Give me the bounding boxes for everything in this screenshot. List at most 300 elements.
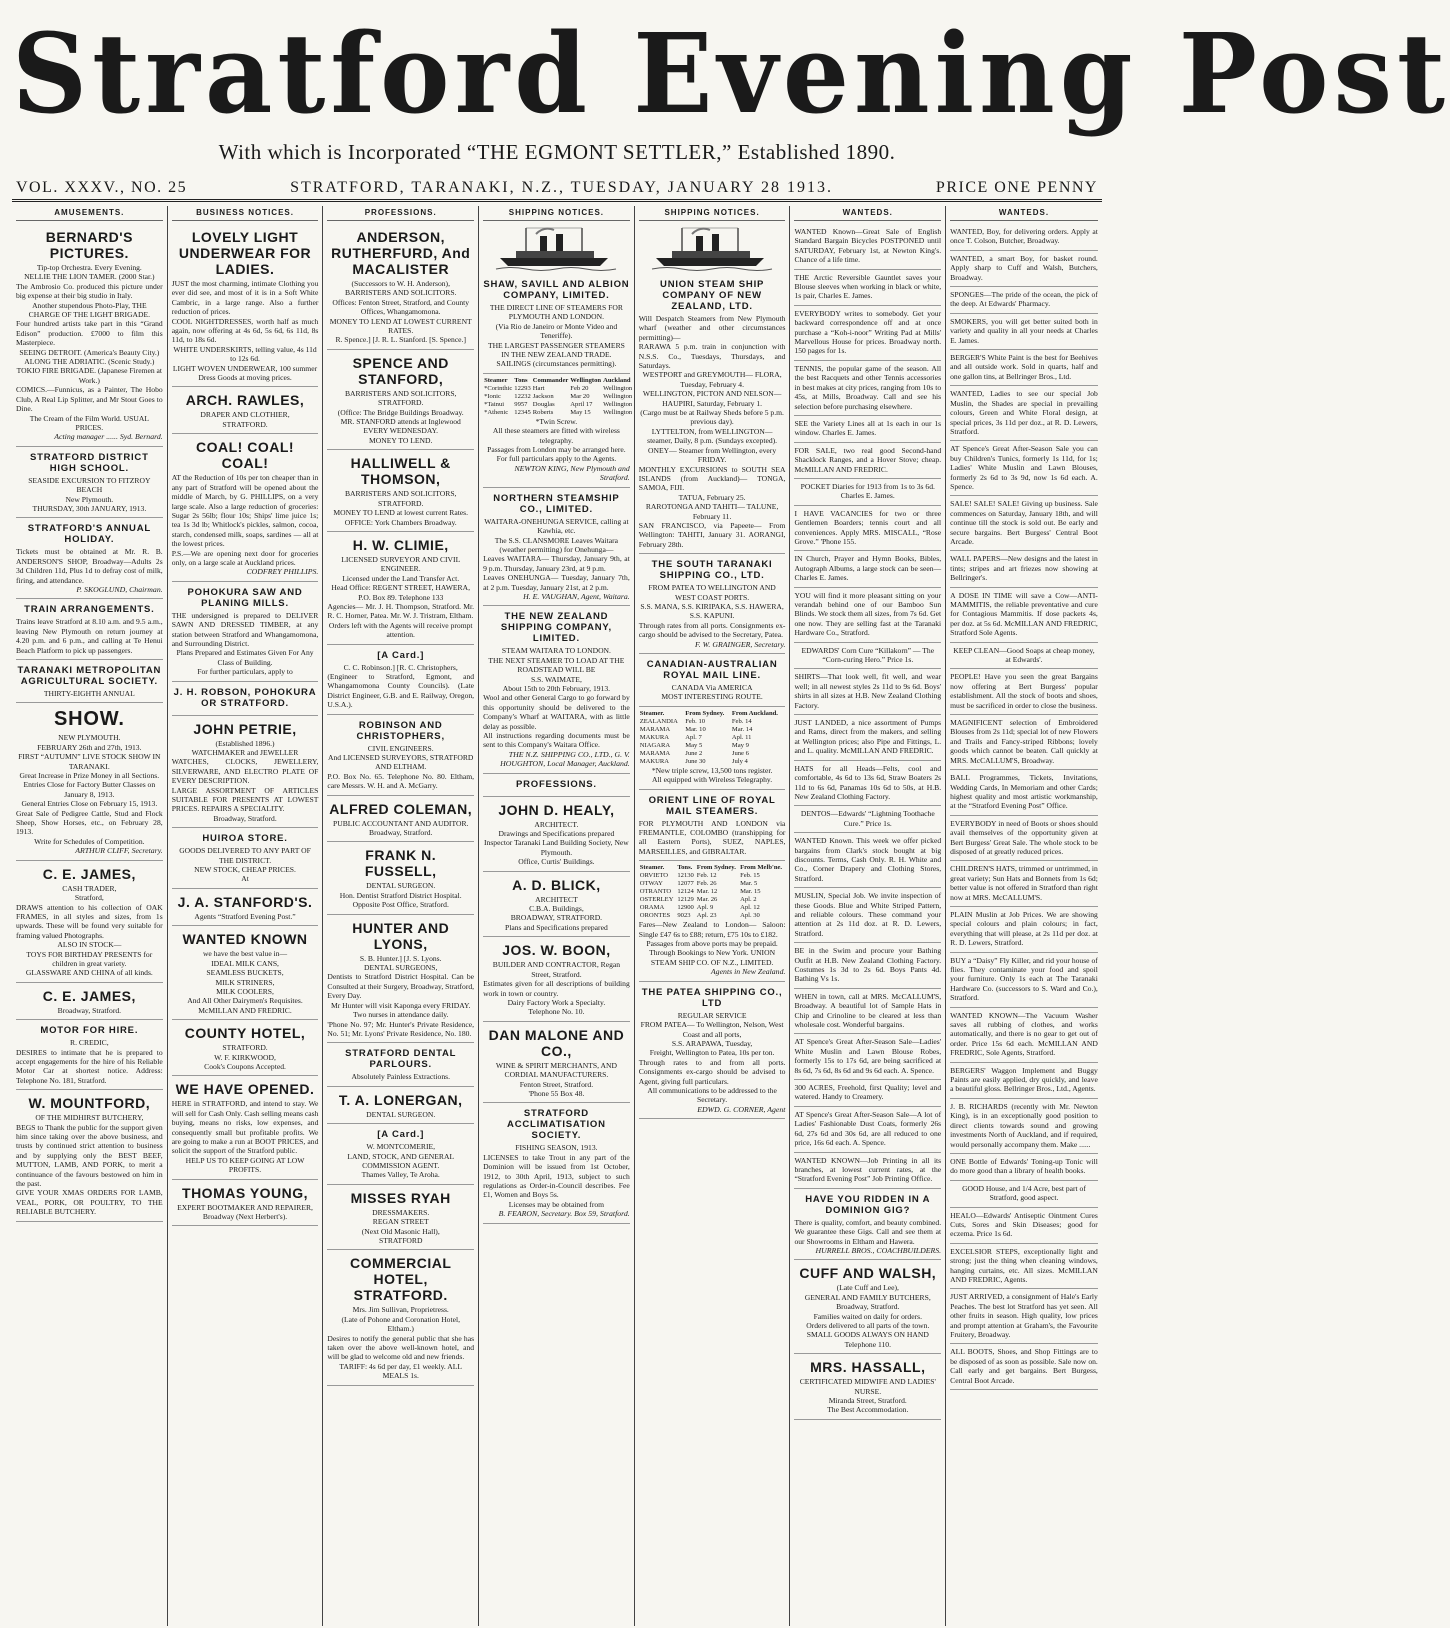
ad-text-line: MR. STANFORD attends at Inglewood EVERY WEDNESDAY. xyxy=(340,417,461,436)
ad-signature: THE N.Z. SHIPPING CO., LTD., G. V. HOUGHTON, Local Manager, Auckland. xyxy=(500,749,630,769)
advertisement xyxy=(794,306,941,361)
ad-text-line: Two nurses in attendance daily. xyxy=(353,1010,449,1020)
ad-text-line: Inspector Taranaki Land Building Society, New Plymouth. xyxy=(484,838,629,857)
table-cell: Apl. 23 xyxy=(696,912,717,920)
table-cell: Roberts xyxy=(532,408,554,416)
advertisement xyxy=(172,582,319,682)
column-3 xyxy=(323,206,479,1626)
ad-text-line: Mrs. Jim Sullivan, Proprietress. xyxy=(352,1305,449,1315)
table-row xyxy=(483,409,633,417)
ad-text-line: Desires to notify the general public that she has taken over the above well-known hotel, and will be glad to welcome old and new friends. xyxy=(327,1333,475,1362)
ad-text-line: C.B.A. Buildings, xyxy=(529,904,584,914)
ad-title: PROFESSIONS. xyxy=(515,778,597,790)
ad-text-line: S.S. MANA, S.S. KIRIPAKA, S.S. HAWERA, S.S. KAPUNI. xyxy=(640,601,784,621)
ad-text-line: MONEY TO LEND. xyxy=(369,435,433,445)
advertisement xyxy=(950,386,1098,441)
ad-text-line: BARRISTERS AND SOLICITORS. xyxy=(344,288,457,298)
ad-text-line: TATUA, February 25. xyxy=(678,492,746,502)
table-row xyxy=(639,896,786,904)
advertisement xyxy=(794,1034,941,1080)
masthead-subtitle: With which is Incorporated “THE EGMONT SETTLER,” Established 1890. xyxy=(218,140,896,164)
advertisement xyxy=(950,643,1098,670)
ad-text-line: DRAPER AND CLOTHIER, xyxy=(200,410,290,420)
ad-title: ALFRED COLEMAN, xyxy=(329,800,473,817)
table-cell: Apl. 2 xyxy=(740,896,757,904)
ad-text-line: P.O. Box No. 65. Telephone No. 80. Eltham, care Messrs. W. H. and A. McGarry. xyxy=(327,771,475,791)
advertisement xyxy=(950,551,1098,587)
ad-text-line: The Best Accommodation. xyxy=(827,1405,909,1415)
ad-text-line: Broadway, Stratford. xyxy=(213,813,277,823)
ad-title: LOVELY LIGHT UNDERWEAR FOR LADIES. xyxy=(178,229,312,277)
ad-text-line: THIRTY-EIGHTH ANNUAL xyxy=(43,689,135,698)
ad-text-line: HERE in STRATFORD, and intend to stay. We will sell for Cash Only. Cash selling means cash buying, means no risks, low expenses, and consequently small but profitable profits. We are going to make a run at BOOT PRICES, and solicit the support of the Stratford public. xyxy=(171,1099,319,1156)
table-cell: Feb. 26 xyxy=(696,880,717,888)
advertisement xyxy=(172,224,319,387)
ad-text-line: Estimates given for all descriptions of building work in town or country. xyxy=(483,979,630,998)
ad-title: [A Card.] xyxy=(377,649,425,661)
ad-text-line: LICENSES to take Trout in any part of the Dominion will be issued from 1st October, 1912, to 30th April, 1913, subject to such regulations as Order-in-Council describes. Fee £1, Women and Boys 5s. xyxy=(483,1152,630,1200)
ad-text-line: CORDIAL MANUFACTURERS. xyxy=(504,1070,609,1080)
ad-text-line: WANTED, Ladies to see our special Job Muslin, the Shades are special in prevailing colours, Green and White Floral design, at special prices, 3s 11d per doz., at R. D. Lewers, Stratford. xyxy=(950,389,1098,436)
ad-text-line: Broadway, Stratford. xyxy=(836,1302,900,1312)
advertisement xyxy=(327,645,474,715)
ad-text-line: R. CREDIC, xyxy=(70,1038,109,1048)
ad-text-line: DRESSMAKERS. xyxy=(372,1207,430,1217)
advertisement xyxy=(794,588,941,643)
table-cell: Wellington xyxy=(603,392,633,400)
advertisement xyxy=(327,450,474,532)
ad-text-line: Four hundred artists take part in this “Grand Edison” production. £7000 to film this Masterpiece. xyxy=(16,319,163,348)
ad-title: COMMERCIAL HOTEL, STRATFORD. xyxy=(350,1255,452,1304)
ad-text-line: (Successors to W. H. Anderson), xyxy=(351,279,450,288)
ad-title: FRANK N. FUSSELL, xyxy=(364,847,437,880)
advertisement xyxy=(950,861,1098,907)
masthead-title: Stratford Evening Post xyxy=(12,8,1450,139)
ad-text-line: BEGS to Thank the public for the support given him since taking over the above business, and trusts by continued strict attention to business and by supplying only the BEST BEEF, MUTTON, LAMB, AND PORK, to merit a continuance of the favours bestowed on him in the past. xyxy=(16,1122,163,1189)
ad-text-line: (Via Rio de Janeiro or Monte Video and Teneriffe). xyxy=(495,321,618,341)
ad-text-line: 300 ACRES, Freehold, first Quality; level and watered. Handy to Creamery. xyxy=(794,1083,942,1102)
ad-title: BERNARD'S PICTURES. xyxy=(45,229,133,261)
ad-text-line: REGULAR SERVICE xyxy=(677,1010,747,1020)
advertisement xyxy=(950,287,1098,314)
advertisement xyxy=(950,1344,1098,1390)
ad-text-line: Tickets must be obtained at Mr. R. B. ANDERSON'S SHOP, Broadway—Adults 2s 3d Children 11d, Plus 1d to defray cost of milk, firing, and attendance. xyxy=(16,547,163,585)
advertisement xyxy=(327,796,474,843)
ad-text-line: And All Other Dairymen's Requisites. xyxy=(187,996,303,1006)
ad-text-line: S.S. ARAPAWA, Tuesday, xyxy=(671,1038,753,1048)
ad-signature: EDWD. G. CORNER, Agent xyxy=(697,1104,786,1114)
columns-container xyxy=(12,206,1102,1626)
ad-text-line: Broadway (Next Herbert's). xyxy=(202,1212,288,1221)
ad-text-line: COMICS.—Funnicus, as a Painter, The Hobo Club, A Real Lip Splitter, and Mr Stout Goes to Dine. xyxy=(16,385,163,414)
ad-text-line: Through rates from all ports. Consignments ex-cargo should be advised to the Secretary, Patea. xyxy=(638,620,786,640)
ad-text-line: CANADA Via AMERICA xyxy=(671,683,753,692)
ad-text-line: MUSLIN, Special Job. We invite inspection of these Goods. Blue and White Striped Pattern, and reliable colours. These command your attention at 2s 11d doz. at R. D. Lewers, Stratford. xyxy=(794,891,942,938)
advertisement xyxy=(794,1080,941,1107)
ad-text-line: Write for Schedules of Competition. xyxy=(34,836,145,846)
ad-title: T. A. LONERGAN, xyxy=(338,1091,463,1108)
ad-title: WE HAVE OPENED. xyxy=(175,1081,315,1098)
table-row xyxy=(483,385,633,393)
advertisement xyxy=(172,926,319,1020)
table-cell: 12077 xyxy=(677,880,694,888)
ad-title: WANTED KNOWN xyxy=(182,931,308,948)
ad-text-line: BROADWAY, STRATFORD. xyxy=(510,913,603,923)
ad-text-line: TOKIO FIRE BRIGADE. (Japanese Firemen at Work.) xyxy=(16,366,163,385)
advertisement xyxy=(16,861,163,983)
table-cell: Mar. 5 xyxy=(740,880,758,888)
table-header: Tons xyxy=(514,376,528,384)
ad-text-line: JUST LANDED, a nice assortment of Pumps and Rams, direct from the makers, and selling at Wellington prices; also Pipe and Fittings, L. and L. quality. McMILLAN AND FREDRIC. xyxy=(794,718,942,756)
advertisement xyxy=(950,953,1098,1008)
table-row xyxy=(639,734,786,742)
ad-text-line: KEEP CLEAN—Good Soaps at cheap money, at Edwards'. xyxy=(953,645,1095,665)
column-heading: WANTEDS. xyxy=(950,206,1098,221)
ad-text-line: The Cream of the Film World. USUAL PRICES. xyxy=(29,413,149,432)
table-cell: May 9 xyxy=(731,741,749,749)
place-date: STRATFORD, TARANAKI, N.Z., TUESDAY, JANUARY 28 1913. xyxy=(290,179,833,196)
advertisement xyxy=(483,1103,630,1223)
table-cell: Wellington xyxy=(603,408,633,416)
ad-text-line: Thames Valley, Te Aroha. xyxy=(361,1170,440,1180)
ad-text-line: Dentists to Stratford District Hospital. Can be Consulted at their Surgery, Broadway, Stratford, Every Day. xyxy=(327,972,475,1001)
advertisement xyxy=(16,1090,163,1221)
ad-title: CUFF AND WALSH, xyxy=(799,1265,937,1282)
ad-text-line: W. F. KIRKWOOD, xyxy=(214,1052,276,1062)
table-cell: Wellington xyxy=(603,400,633,408)
ad-text-line: BARRISTERS AND SOLICITORS, STRATFORD. xyxy=(344,388,457,408)
advertisement xyxy=(639,861,786,981)
ad-text-line: FOR SALE, two real good Second-hand Shacklock Ranges, and a Hover Stove; cheap. McMILLAN AND FREDRIC. xyxy=(794,445,942,474)
table-header-row xyxy=(483,377,633,385)
ad-text-line: Fenton Street, Stratford. xyxy=(519,1079,594,1089)
ad-text-line: S.S. WAIMATE, xyxy=(530,674,582,684)
ad-text-line: BUY a “Daisy” Fly Killer, and rid your house of flies. They contaminate your food and spoil your furniture. Only 1s each at The Taranaki Hardware Co. (successors to S. Ward and Co.), Stratford. xyxy=(950,955,1098,1003)
ad-text-line: Telephone No. 10. xyxy=(528,1007,585,1017)
ad-text-line: EVERYBODY in need of Boots or shoes should avail themselves of the opportunity given at Bert Burgess' Great Sale. The whole stock to be disposed of at greatly reduced prices. xyxy=(950,818,1098,856)
sailings-table xyxy=(639,710,786,766)
advertisement xyxy=(950,350,1098,386)
advertisement xyxy=(16,1020,163,1090)
ad-text-line: SALE! SALE! SALE! Giving up business. Sale commences on Saturday, January 18th, and will continue till the stock is sold out. Be early and secure bargains. Bert Burgess' Central Boot Arcade. xyxy=(950,499,1098,546)
ad-signature: F. W. GRAINGER, Secretary. xyxy=(694,639,786,649)
table-cell: Feb. 14 xyxy=(731,717,752,725)
table-cell: MARAMA xyxy=(639,725,671,733)
ad-text-line: (Established 1896.) xyxy=(215,738,275,748)
ad-text-line: OF THE MIDHIRST BUTCHERY, xyxy=(35,1113,144,1123)
table-cell: Feb. 12 xyxy=(696,872,717,880)
ad-text-line: BALL Programmes, Tickets, Invitations, Wedding Cards, In Memoriam and other Cards; highest quality and most artistic workmanship, at the “Stratford Evening Post” Office. xyxy=(950,773,1098,811)
ad-text-line: ONE Bottle of Edwards' Toning-up Tonic will do more good than a library of health books. xyxy=(950,1156,1098,1176)
ad-text-line: we have the best value in— xyxy=(202,949,288,959)
ad-text-line: The S.S. CLANSMORE Leaves Waitara (weather permitting) for Onehunga— xyxy=(494,535,619,554)
ad-text-line: MOST INTERESTING ROUTE. xyxy=(661,692,763,702)
ad-title: HUIROA STORE. xyxy=(202,833,288,845)
ad-text-line: Tip-top Orchestra. Every Evening. xyxy=(36,263,142,272)
ad-text-line: Agents “Stratford Evening Post.” xyxy=(194,911,296,921)
column-4 xyxy=(479,206,635,1626)
advertisement xyxy=(950,1181,1098,1208)
column-5 xyxy=(635,206,791,1626)
advertisement xyxy=(172,716,319,829)
column-heading: SHIPPING NOTICES. xyxy=(639,206,786,221)
ad-text-line: CERTIFICATED MIDWIFE AND LADIES' NURSE. xyxy=(799,1377,936,1396)
advertisement xyxy=(172,889,319,926)
ad-text-line: (Late of Pohone and Coronation Hotel, Eltham.) xyxy=(341,1314,460,1334)
ad-title: JOHN PETRIE, xyxy=(193,720,297,737)
table-cell: Douglas xyxy=(532,400,555,408)
ad-text-line: For full particulars apply to the Agents. xyxy=(496,454,617,464)
steamship-illustration xyxy=(496,224,616,272)
ad-text-line: FIRST “AUTUMN” LIVE STOCK SHOW IN TARANAKI. xyxy=(18,752,161,771)
advertisement xyxy=(327,842,474,914)
ad-signature: ARTHUR CLIFF, Secretary. xyxy=(75,846,163,856)
ad-text-line: R. Spence.] [J. R. L. Stanford. [S. Spence.] xyxy=(335,335,466,345)
ad-text-line: Offices: Fenton Street, Stratford, and County Offices, Whangamomona. xyxy=(332,297,470,317)
advertisement xyxy=(794,989,941,1035)
advertisement xyxy=(483,606,630,773)
ad-text-line: MAGNIFICENT selection of Embroidered Blouses from 2s 11d; special lot of new Flowers and Trails and Fancy-striped Ribbons; lovely goods which cannot be beaten. Call quickly at MRS. McCALLUM'S, Broadway. xyxy=(950,718,1098,765)
advertisement xyxy=(950,224,1098,251)
ad-text-line: IDEAL MILK CANS, xyxy=(211,958,279,968)
ad-text-line: Families waited on daily for orders. xyxy=(813,1311,922,1321)
ad-text-line: GENERAL AND FAMILY BUTCHERS, xyxy=(804,1292,931,1302)
ad-title: J. H. ROBSON, POHOKURA OR STRATFORD. xyxy=(173,686,317,709)
ad-text-line: Orders left with the Agents will receive prompt attention. xyxy=(328,620,473,640)
advertisement xyxy=(794,1260,941,1354)
ad-text-line: WATCHES, CLOCKS, JEWELLERY, SILVERWARE, AND ELECTRO PLATE OF EVERY DESCRIPTION. xyxy=(171,757,319,786)
table-cell: June 30 xyxy=(685,757,706,765)
table-row xyxy=(639,904,786,912)
advertisement xyxy=(327,224,474,350)
table-cell: *Tainui xyxy=(484,400,505,408)
ad-text-line: GOOD House, and 1/4 Acre, best part of Stratford, good aspect. xyxy=(962,1183,1086,1203)
ad-text-line: THE LARGEST PASSENGER STEAMERS IN THE NEW ZEALAND TRADE. xyxy=(487,340,625,360)
ad-text-line: New Plymouth. xyxy=(65,494,114,504)
ad-title: COAL! COAL! COAL! xyxy=(196,439,295,472)
ad-text-line: LICENSED SURVEYOR AND CIVIL ENGINEER. xyxy=(341,554,461,574)
ad-text-line: RAROTONGA AND TAHITI— TALUNE, February 11. xyxy=(645,502,779,521)
advertisement xyxy=(16,599,163,660)
ad-signature: P. SKOGLUND, Chairman. xyxy=(76,584,163,594)
advertisement xyxy=(950,1154,1098,1181)
ad-text-line: All these steamers are fitted with wireless telegraphy. xyxy=(492,426,620,445)
ad-text-line: Office, Curtis' Buildings. xyxy=(518,857,595,867)
masthead xyxy=(12,8,1450,165)
ad-text-line: 'Phone No. 97; Mr. Hunter's Private Residence, No. 51; Mr. Lyons' Private Residence, No. 180. xyxy=(327,1019,475,1038)
ad-title: DAN MALONE AND CO., xyxy=(488,1026,625,1059)
ad-text-line: A DOSE IN TIME will save a Cow—ANTI-MAMMITIS, the reliable preventative and cure for Contagious Mammitis. If dose packets 4s, per doz. at 5s 6d. McMILLAN AND FREDRIC, Stratford Sole Agents. xyxy=(950,590,1098,638)
ad-text-line: SMOKERS, you will get better suited both in variety and quality in all your needs at Charles E. James. xyxy=(950,316,1098,345)
table-row xyxy=(639,912,786,920)
ad-text-line: Broadway, Stratford. xyxy=(369,828,433,838)
ad-text-line: *Twin Screw. xyxy=(535,416,578,426)
ad-title: HAVE YOU RIDDEN IN A DOMINION GIG? xyxy=(805,1193,931,1216)
table-header-row xyxy=(639,710,786,718)
table-cell: Apl. 12 xyxy=(740,904,760,912)
table-cell: Hart xyxy=(532,384,545,392)
table-row xyxy=(639,742,786,750)
ad-text-line: MONEY TO LEND AT LOWEST CURRENT RATES. xyxy=(329,316,472,336)
advertisement xyxy=(327,715,474,796)
ad-text-line: Passages from London may be arranged here. xyxy=(487,445,626,455)
ad-text-line: NELLIE THE LION TAMER. (2000 Star.) xyxy=(24,272,155,282)
advertisement xyxy=(794,888,941,943)
table-cell: Mar 20 xyxy=(570,392,590,400)
advertisement xyxy=(794,224,941,270)
ad-text-line: YOU will find it more pleasant sitting on your verandah behind one of our Bamboo Sun Blinds. We stock them all sizes, from 7s 6d. Get one now. They are selling fast at the Taranaki Hardware Co., Stratford. xyxy=(794,590,942,638)
ad-text-line: TARIFF: 4s 6d per day, £1 weekly. ALL MEALS 1s. xyxy=(339,1361,463,1381)
ad-title: TARANAKI METROPOLITAN AGRICULTURAL SOCIETY. xyxy=(17,665,162,687)
column-heading: SHIPPING NOTICES. xyxy=(483,206,630,221)
ad-title: POHOKURA SAW AND PLANING MILLS. xyxy=(187,586,303,609)
ad-title: SHAW, SAVILL AND ALBION COMPANY, LIMITED. xyxy=(483,279,630,301)
advertisement xyxy=(794,806,941,833)
ad-text-line: 'Phone 55 Box 48. xyxy=(528,1088,585,1098)
advertisement xyxy=(950,588,1098,643)
price: PRICE ONE PENNY xyxy=(935,179,1098,196)
table-cell: July 4 xyxy=(731,757,748,765)
advertisement xyxy=(950,1289,1098,1344)
ad-text-line: COOL NIGHTDRESSES, worth half as much again, now offering at 4s 6d, 5s 6d, 6s 11d, 8s 11d, to 18s 6d. xyxy=(171,316,319,345)
advertisement xyxy=(16,518,163,599)
ad-title: A. D. BLICK, xyxy=(512,876,601,893)
ad-text-line: (Cargo must be at Railway Sheds before 5 p.m. previous day). xyxy=(640,408,784,427)
column-heading: BUSINESS NOTICES. xyxy=(172,206,319,221)
ad-text-line: Through rates to and from all ports. Consignments ex-cargo should be advised to Agent, giving full particulars. xyxy=(638,1057,786,1086)
table-row xyxy=(639,750,786,758)
ad-text-line: Broadway, Stratford. xyxy=(57,1005,122,1015)
table-cell: Apl. 9 xyxy=(696,904,714,912)
ad-text-line: REGAN STREET xyxy=(372,1217,429,1227)
ad-text-line: NEW PLYMOUTH. xyxy=(58,733,121,743)
advertisement xyxy=(950,669,1098,715)
advertisement xyxy=(172,828,319,889)
ad-title: J. A. STANFORD'S. xyxy=(177,893,313,910)
ad-text-line: SAILINGS (circumstances permitting). xyxy=(496,359,617,369)
ad-text-line: ALONG THE ADRIATIC. (Scenic Study.) xyxy=(24,357,155,367)
ad-text-line: Will Despatch Steamers from New Plymouth wharf (weather and other circumstances permitting)— xyxy=(638,314,786,342)
table-cell: MARAMA xyxy=(639,749,671,757)
ad-text-line: HEALO—Edwards' Antiseptic Ointment Cures Cuts, Sores and Skin Diseases; good for eczema. Price 1s 6d. xyxy=(950,1210,1098,1239)
ad-text-line: STEAM WAITARA TO LONDON. xyxy=(501,646,611,656)
ad-text-line: DENTAL SURGEONS, xyxy=(364,963,438,973)
ad-text-line: SEEING DETROIT. (America's Beauty City.) xyxy=(19,347,160,357)
ad-text-line: About 15th to 20th February, 1913. xyxy=(502,683,611,693)
ad-title: UNION STEAM SHIP COMPANY OF NEW ZEALAND, LTD. xyxy=(660,279,765,312)
ad-title: MISSES RYAH xyxy=(350,1189,451,1206)
table-cell: NIAGARA xyxy=(639,741,671,749)
ad-signature: Agents in New Zealand. xyxy=(710,967,786,977)
ad-text-line: DESIRES to intimate that he is prepared to accept engagements for the hire of his Reliable Motor Car at shortest notice. Address: Telephone No. 181, Stratford. xyxy=(16,1047,163,1085)
ad-text-line: Telephone 110. xyxy=(844,1339,891,1349)
advertisement xyxy=(950,1099,1098,1154)
ad-title: C. E. JAMES, xyxy=(42,865,136,882)
ad-text-line: Orders delivered to all parts of the town. xyxy=(806,1320,930,1330)
ad-text-line: HATS for all Heads—Felts, cool and comfortable, 4s 6d to 13s 6d, Straw Boaters 2s 11d to 6s 6d, Panamas 10s 6d to 50s, at H.B. New Zealand Clothing Factory. xyxy=(794,763,942,801)
ad-text-line: THE Arctic Reversible Gauntlet saves your Blouse sleeves when working in black or white, 1s pair, Charles E. James. xyxy=(794,272,942,301)
advertisement xyxy=(327,1124,474,1185)
table-header: From Auckland. xyxy=(731,709,778,717)
ad-text-line: SPONGES—The pride of the ocean, the pick of the deep. At Edwards' Pharmacy. xyxy=(950,290,1098,309)
ad-title: JOHN D. HEALY, xyxy=(498,801,615,818)
ad-text-line: Another stupendous Photo-Play, THE CHARGE OF THE LIGHT BRIGADE. xyxy=(28,300,151,320)
ad-text-line: GOODS DELIVERED TO ANY PART OF THE DISTRICT. xyxy=(179,846,311,865)
ad-text-line: WANTED Known—Great Sale of English Standard Bargain Bicycles POSTPONED until SATURDAY, February 1st, at Newton King's. Chance of a life time. xyxy=(794,227,942,265)
ad-text-line: GIVE YOUR XMAS ORDERS FOR LAMB, VEAL, PORK, OR POULTRY, TO THE RELIABLE BUTCHERY. xyxy=(16,1188,163,1217)
ad-text-line: SEE the Variety Lines all at 1s each in our 1s window. Charles E. James. xyxy=(794,418,942,438)
ad-text-line: BARRISTERS AND SOLICITORS, STRATFORD. xyxy=(344,489,457,508)
advertisement xyxy=(950,496,1098,551)
ad-text-line: Great Increase in Prize Money in all Sections. xyxy=(19,771,160,781)
ad-text-line: STRATFORD xyxy=(378,1235,423,1245)
table-cell: 9957 xyxy=(514,400,528,408)
advertisement xyxy=(327,1043,474,1086)
advertisement xyxy=(483,1022,630,1104)
table-cell: April 17 xyxy=(570,400,593,408)
table-cell: Mar. 15 xyxy=(740,888,761,896)
table-row xyxy=(639,872,786,880)
ad-text-line: PEOPLE! Have you seen the great Bargains now offering at Bert Burgess' popular establishment. All the stock of boots and shoes, must be sacrificed in order to close the business. xyxy=(950,672,1098,710)
ad-text-line: Drawings and Specifications prepared xyxy=(498,829,615,839)
advertisement xyxy=(794,551,941,587)
ad-text-line: (Office: The Bridge Buildings Broadway. xyxy=(337,407,464,417)
ad-text-line: SEAMLESS BUCKETS, xyxy=(206,968,284,978)
ad-text-line: JUST the most charming, intimate Clothing you ever did see, and most of it is in a Soft White Cambric, in a large range. Also a further reduction of prices. xyxy=(171,279,319,317)
ad-text-line: WELLINGTON, PICTON AND NELSON— HAUPIRI, Saturday, February 1. xyxy=(642,389,782,408)
advertisement xyxy=(794,761,941,807)
advertisement xyxy=(794,715,941,761)
ad-text-line: THE NEXT STEAMER TO LOAD AT THE ROADSTEAD WILL BE xyxy=(488,655,625,675)
ad-title: COUNTY HOTEL, xyxy=(184,1025,306,1042)
ad-text-line: LYTTELTON, from WELLINGTON— steamer, Daily, 8 p.m. (Sundays excepted). xyxy=(647,426,778,446)
ad-title: SHOW. xyxy=(54,708,125,731)
advertisement xyxy=(172,682,319,716)
ad-text-line: SMALL GOODS ALWAYS ON HAND xyxy=(806,1330,929,1340)
ad-text-line: GLASSWARE AND CHINA of all kinds. xyxy=(25,968,153,978)
advertisement xyxy=(950,770,1098,816)
table-cell: OSTERLEY xyxy=(639,896,674,904)
advertisement xyxy=(16,224,163,447)
ad-text-line: Entries Close for Factory Butter Classes on January 8, 1913. xyxy=(23,780,156,799)
ad-text-line: Licenses may be obtained from xyxy=(508,1199,605,1209)
ad-title: ROBINSON AND CHRISTOPHERS, xyxy=(356,719,445,742)
advertisement xyxy=(794,361,941,416)
table-header: Wellington xyxy=(570,376,602,384)
ad-text-line: ARCHITECT xyxy=(535,894,578,904)
advertisement xyxy=(483,488,630,607)
advertisement xyxy=(639,654,786,707)
ad-title: ARCH. RAWLES, xyxy=(185,392,305,409)
table-cell: *Athenic xyxy=(484,408,509,416)
ad-signature: CODFREY PHILLIPS. xyxy=(246,567,319,577)
table-cell: 12130 xyxy=(677,872,694,880)
table-header: Steamer xyxy=(484,376,508,384)
ad-text-line: Fares—New Zealand to London— Saloon: Single £47 6s to £88; return, £75 10s to £182. xyxy=(638,920,786,939)
table-cell: Mar. 10 xyxy=(685,725,706,733)
ad-title: MRS. HASSALL, xyxy=(810,1359,926,1376)
advertisement xyxy=(16,703,163,860)
sailings-table xyxy=(639,864,786,920)
ad-title: HALLIWELL & THOMSON, xyxy=(350,455,451,488)
ad-text-line: FROM PATEA TO WELLINGTON AND WEST COAST PORTS. xyxy=(648,583,776,602)
table-cell: Apl. 7 xyxy=(685,733,702,741)
ad-title: THOMAS YOUNG, xyxy=(182,1184,309,1201)
ad-title: CANADIAN-AUSTRALIAN ROYAL MAIL LINE. xyxy=(646,659,778,681)
advertisement xyxy=(172,1180,319,1227)
ad-title: TRAIN ARRANGEMENTS. xyxy=(24,604,155,616)
ad-text-line: JUST ARRIVED, a consignment of Hale's Early Peaches. The best lot Stratford has yet seen. All other fruits in season. High quality, low prices and prompt attention at Graham's, the Favourite Fruitery, Broadway. xyxy=(950,1292,1098,1339)
